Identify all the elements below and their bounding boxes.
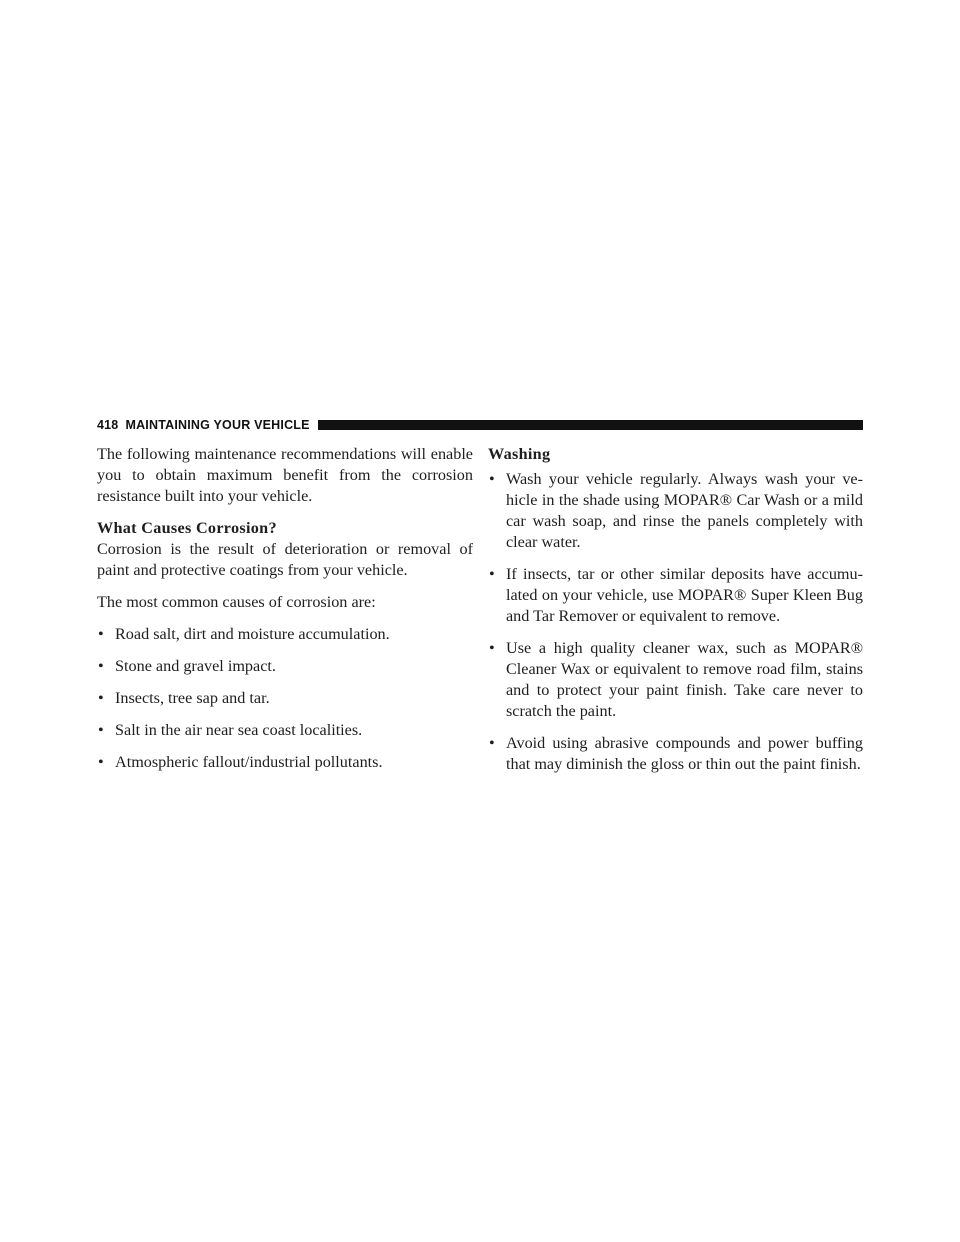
list-item bbox=[488, 564, 863, 627]
list-item bbox=[488, 733, 863, 775]
list-item bbox=[488, 638, 863, 722]
list-item bbox=[97, 656, 473, 677]
bullet-icon: • bbox=[489, 470, 495, 488]
corrosion-definition: Corrosion is the result of deterioration or removal of paint and protective coatings from your vehicle. bbox=[97, 540, 473, 579]
washing-heading: Washing bbox=[488, 445, 551, 463]
list-item-text: Atmospheric fallout/industrial pollutants. bbox=[115, 753, 383, 771]
list-item-text: Use a high quality cleaner wax, such as MOPAR® Cleaner Wax or equivalent to remove road film, stains and to protect your paint finish. Take care never to scratch the paint. bbox=[506, 639, 863, 720]
bullet-icon: • bbox=[489, 639, 495, 657]
list-item-text: If insects, tar or other similar deposits have accumu-lated on your vehicle, use MOPAR® Super Kleen Bug and Tar Remover or equivalent to remove. bbox=[506, 565, 863, 625]
section-title: MAINTAINING YOUR VEHICLE bbox=[125, 418, 310, 432]
intro-paragraph: The following maintenance recommendations will enable you to obtain maximum benefit from the corrosion resistance built into your vehicle. bbox=[97, 445, 473, 505]
bullet-icon: • bbox=[98, 721, 104, 739]
corrosion-heading: What Causes Corrosion? bbox=[97, 519, 277, 537]
right-column bbox=[488, 444, 863, 786]
list-item bbox=[488, 469, 863, 553]
list-item bbox=[97, 624, 473, 645]
list-item bbox=[97, 688, 473, 709]
list-item-text: Road salt, dirt and moisture accumulation. bbox=[115, 625, 390, 643]
header-rule bbox=[318, 420, 863, 430]
washing-list bbox=[488, 469, 863, 775]
bullet-icon: • bbox=[489, 734, 495, 752]
page-header bbox=[97, 418, 863, 432]
list-item-text: Stone and gravel impact. bbox=[115, 657, 276, 675]
list-item-text: Insects, tree sap and tar. bbox=[115, 689, 270, 707]
causes-intro: The most common causes of corrosion are: bbox=[97, 593, 376, 611]
list-item-text: Avoid using abrasive compounds and power buffing that may diminish the gloss or thin out the paint finish. bbox=[506, 734, 863, 773]
bullet-icon: • bbox=[98, 753, 104, 771]
list-item bbox=[97, 752, 473, 773]
list-item-text: Salt in the air near sea coast localities. bbox=[115, 721, 363, 739]
bullet-icon: • bbox=[98, 657, 104, 675]
list-item-text: Wash your vehicle regularly. Always wash your ve-hicle in the shade using MOPAR® Car Wash or a mild car wash soap, and rinse the panels completely with clear water. bbox=[506, 470, 863, 551]
causes-list bbox=[97, 624, 473, 773]
bullet-icon: • bbox=[489, 565, 495, 583]
bullet-icon: • bbox=[98, 625, 104, 643]
left-column bbox=[97, 444, 473, 784]
page-number: 418 bbox=[97, 418, 119, 432]
list-item bbox=[97, 720, 473, 741]
bullet-icon: • bbox=[98, 689, 104, 707]
header-label bbox=[97, 418, 310, 432]
